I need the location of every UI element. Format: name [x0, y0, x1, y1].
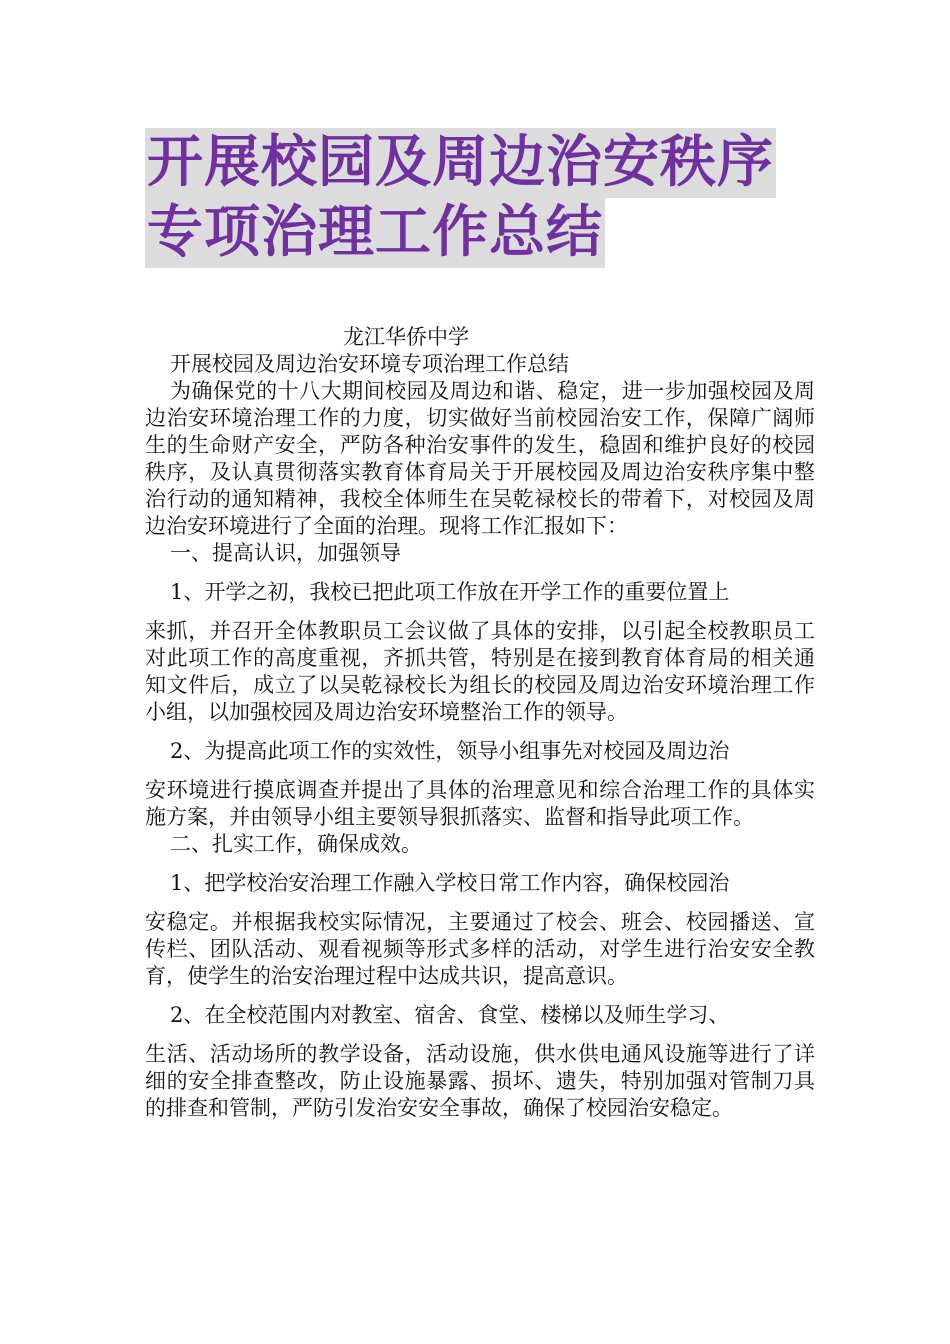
section2-item1-first-line: 1、把学校治安治理工作融入学校日常工作内容，确保校园治: [170, 871, 730, 895]
intro-paragraph: 为确保党的十八大期间校园及周边和谐、稳定，进一步加强校园及周边治安环境治理工作的力度，切实做好当前校园治安工作，保障广阔师生的生命财产安全，严防各种治安事件的发生，稳固和维护良好的校园秩序，及认真贯彻落实教育体育局关于开展校园及周边治安秩序集中整治行动的通知精神，我校全体师生在吴乾禄校长的带着下，对校园及周边治安环境进行了全面的治理。现将工作汇报如下：: [145, 379, 815, 538]
document-body: [145, 324, 815, 1122]
section2-heading: 二、扎实工作，确保成效。: [170, 832, 422, 856]
subtitle: 开展校园及周边治安环境专项治理工作总结: [170, 352, 569, 376]
section1-item1-body: 来抓，并召开全体教职员工会议做了具体的安排，以引起全校教职员工对此项工作的高度重视，齐抓共管，特别是在接到教育体育局的相关通知文件后，成立了以吴乾禄校长为组长的校园及周边治安环境治理工作小组，以加强校园及周边治安环境整治工作的领导。: [145, 619, 815, 724]
section1-item1-first-line: 1、开学之初，我校已把此项工作放在开学工作的重要位置上: [170, 580, 730, 604]
section1-heading: 一、提高认识，加强领导: [170, 541, 401, 565]
title-line-2: 专项治理工作总结: [145, 198, 605, 268]
section2-item2-body: 生活、活动场所的教学设备，活动设施，供水供电通风设施等进行了详细的安全排查整改，防止设施暴露、损坏、遗失，特别加强对管制刀具的排查和管制，严防引发治安安全事故，确保了校园治安稳定。: [145, 1042, 815, 1120]
section1-item2-body: 安环境进行摸底调查并提出了具体的治理意见和综合治理工作的具体实施方案，并由领导小组主要领导狠抓落实、监督和指导此项工作。: [145, 778, 815, 829]
school-name: 龙江华侨中学: [343, 325, 469, 349]
section2-item2-first-line: 2、在全校范围内对教室、宿舍、食堂、楼梯以及师生学习、: [170, 1003, 730, 1027]
section1-item2-first-line: 2、为提高此项工作的实效性，领导小组事先对校园及周边治: [170, 739, 730, 763]
document-title: [145, 128, 815, 268]
title-line-1: 开展校园及周边治安秩序: [145, 128, 776, 198]
document-page: [145, 128, 815, 1122]
section2-item1-body: 安稳定。并根据我校实际情况，主要通过了校会、班会、校园播送、宣传栏、团队活动、观看视频等形式多样的活动，对学生进行治安安全教育，使学生的治安治理过程中达成共识，提高意识。: [145, 910, 815, 988]
